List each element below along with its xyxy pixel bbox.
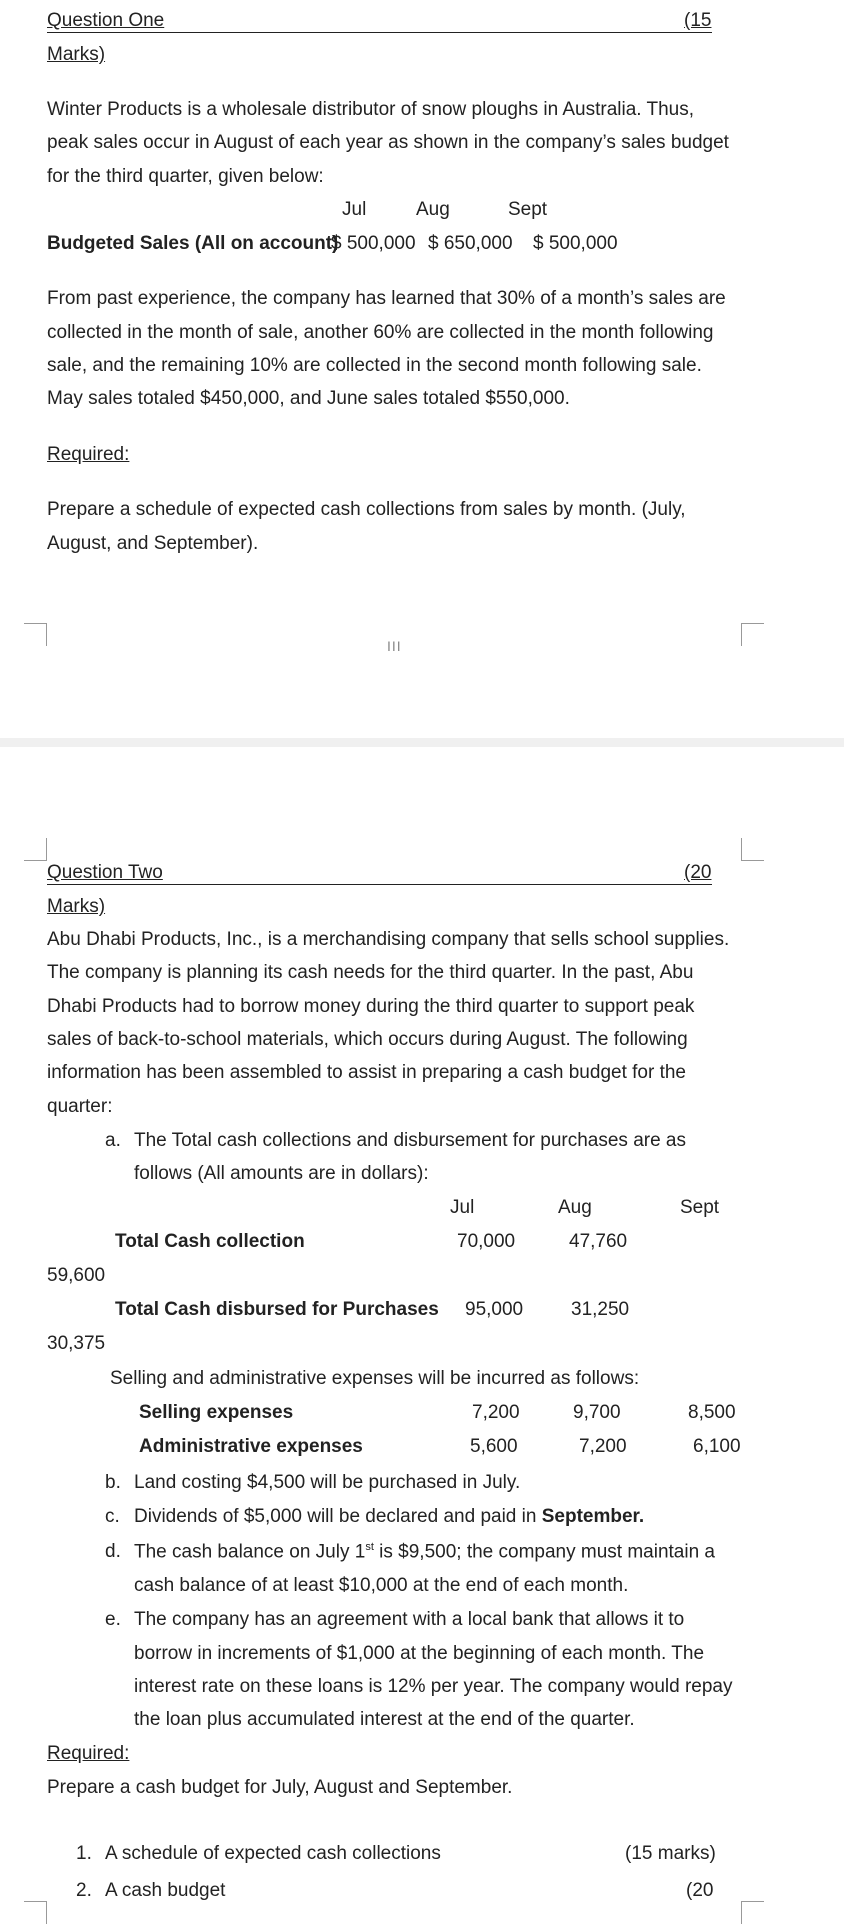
q2-collection-aug: 47,760 [569,1231,628,1252]
q2-item-a-line-2: follows (All amounts are in dollars): [134,1163,429,1184]
q2-purchases-label: Total Cash disbursed for Purchases [115,1299,439,1320]
q2-item-d-sup: st [365,1541,374,1553]
page-corner-bottom-right [741,623,764,646]
q1-budget-jul: $ 500,000 [331,233,416,254]
q2-intro-line-1: Abu Dhabi Products, Inc., is a merchandising company that sells school supplies. [47,929,730,950]
q2-selling-label: Selling expenses [139,1402,294,1423]
q1-intro-line-1: Winter Products is a wholesale distributor of snow ploughs in Australia. Thus, [47,99,695,120]
q2-purchases-jul: 95,000 [465,1299,524,1320]
q2-month-aug: Aug [558,1197,592,1218]
q2-admin-jul: 5,600 [470,1436,518,1457]
page-corner-bottom-right-2 [741,1901,764,1924]
q2-task-1-num: 1. [76,1843,92,1864]
q1-past-line-3: sale, and the remaining 10% are collected in the second month following sale. [47,355,702,376]
q2-item-c [134,1506,644,1528]
q2-selling-jul: 7,200 [472,1402,520,1423]
q1-budget-sept: $ 500,000 [533,233,618,254]
q1-past-line-4: May sales totaled $450,000, and June sales totaled $550,000. [47,388,570,409]
q2-title: Question Two [47,862,163,883]
q2-item-d-line-2: cash balance of at least $10,000 at the end of each month. [134,1575,629,1596]
q1-budget-label: Budgeted Sales (All on account) [47,233,339,254]
q2-task-1-marks: (15 marks) [625,1843,716,1864]
q2-intro-line-2: The company is planning its cash needs for the third quarter. In the past, Abu [47,962,694,983]
q2-month-sept: Sept [680,1197,720,1218]
q2-item-c-text: Dividends of $5,000 will be declared and paid in [134,1506,542,1527]
q1-marks-open: (15 [684,10,712,31]
q1-required-line-2: August, and September). [47,533,259,554]
q2-marks-open: (20 [684,862,712,883]
q2-item-a-line-1: The Total cash collections and disbursement for purchases are as [134,1130,687,1151]
page-corner-bottom-left [24,623,47,646]
q2-task-2-num: 2. [76,1880,92,1901]
q2-required-text: Prepare a cash budget for July, August and September. [47,1777,513,1798]
q2-collection-jul: 70,000 [457,1231,516,1252]
q2-item-b: Land costing $4,500 will be purchased in July. [134,1472,521,1493]
q2-title-rule [47,884,712,885]
q2-item-e-line-2: borrow in increments of $1,000 at the beginning of each month. The [134,1643,705,1664]
q2-purchases-sept: 30,375 [47,1333,106,1354]
q2-selling-aug: 9,700 [573,1402,621,1423]
q2-collection-label: Total Cash collection [115,1231,305,1252]
q2-item-d-line-1 [134,1541,715,1563]
q2-item-d-marker: d. [105,1541,121,1562]
q1-title: Question One [47,10,165,31]
q1-month-jul: Jul [342,199,367,220]
q1-past-line-2: collected in the month of sale, another 60% are collected in the month following [47,322,714,343]
page-corner-bottom-left-2 [24,1901,47,1924]
q2-item-e-line-4: the loan plus accumulated interest at the end of the quarter. [134,1709,635,1730]
q1-month-aug: Aug [416,199,450,220]
q2-collection-sept: 59,600 [47,1265,106,1286]
q2-item-a-marker: a. [105,1130,121,1151]
q2-task-1-text: A schedule of expected cash collections [105,1843,441,1864]
q2-task-2-marks: (20 [686,1880,714,1901]
q1-budget-aug: $ 650,000 [428,233,513,254]
q1-month-sept: Sept [508,199,548,220]
q2-sa-intro: Selling and administrative expenses will be incurred as follows: [110,1368,640,1389]
q1-intro-line-2: peak sales occur in August of each year as shown in the company’s sales budget [47,132,729,153]
q2-item-e-marker: e. [105,1609,121,1630]
q2-intro-line-6: quarter: [47,1096,113,1117]
q2-required-label: Required: [47,1743,130,1764]
q1-marks-close: Marks) [47,44,106,65]
q2-intro-line-5: information has been assembled to assist in preparing a cash budget for the [47,1062,686,1083]
q2-item-d-text-a: The cash balance on July 1 [134,1541,366,1563]
q2-item-c-marker: c. [105,1506,120,1527]
q2-admin-label: Administrative expenses [139,1436,363,1457]
q2-item-c-bold: September. [541,1506,645,1527]
q2-purchases-aug: 31,250 [571,1299,630,1320]
q2-selling-sept: 8,500 [688,1402,736,1423]
q2-item-b-marker: b. [105,1472,121,1493]
q2-item-d-text-b: is $9,500; the company must maintain a [373,1541,716,1563]
page-scroll-indicator: III [387,638,402,654]
q2-intro-line-3: Dhabi Products had to borrow money during the third quarter to support peak [47,996,695,1017]
q2-intro-line-4: sales of back-to-school materials, which occurs during August. The following [47,1029,688,1050]
q2-admin-sept: 6,100 [693,1436,741,1457]
q1-title-rule [47,32,712,33]
page-corner-top-left [24,838,47,861]
q1-required-label: Required: [47,444,130,465]
page-separator [0,738,844,747]
q2-item-e-line-1: The company has an agreement with a local bank that allows it to [134,1609,685,1630]
q1-past-line-1: From past experience, the company has learned that 30% of a month’s sales are [47,288,726,309]
q2-item-e-line-3: interest rate on these loans is 12% per year. The company would repay [134,1676,733,1697]
q1-intro-line-3: for the third quarter, given below: [47,166,324,187]
q2-marks-close: Marks) [47,896,106,917]
q2-admin-aug: 7,200 [579,1436,627,1457]
q2-month-jul: Jul [450,1197,475,1218]
page-corner-top-right [741,838,764,861]
q2-task-2-text: A cash budget [105,1880,226,1901]
q1-required-line-1: Prepare a schedule of expected cash collections from sales by month. (July, [47,499,686,520]
